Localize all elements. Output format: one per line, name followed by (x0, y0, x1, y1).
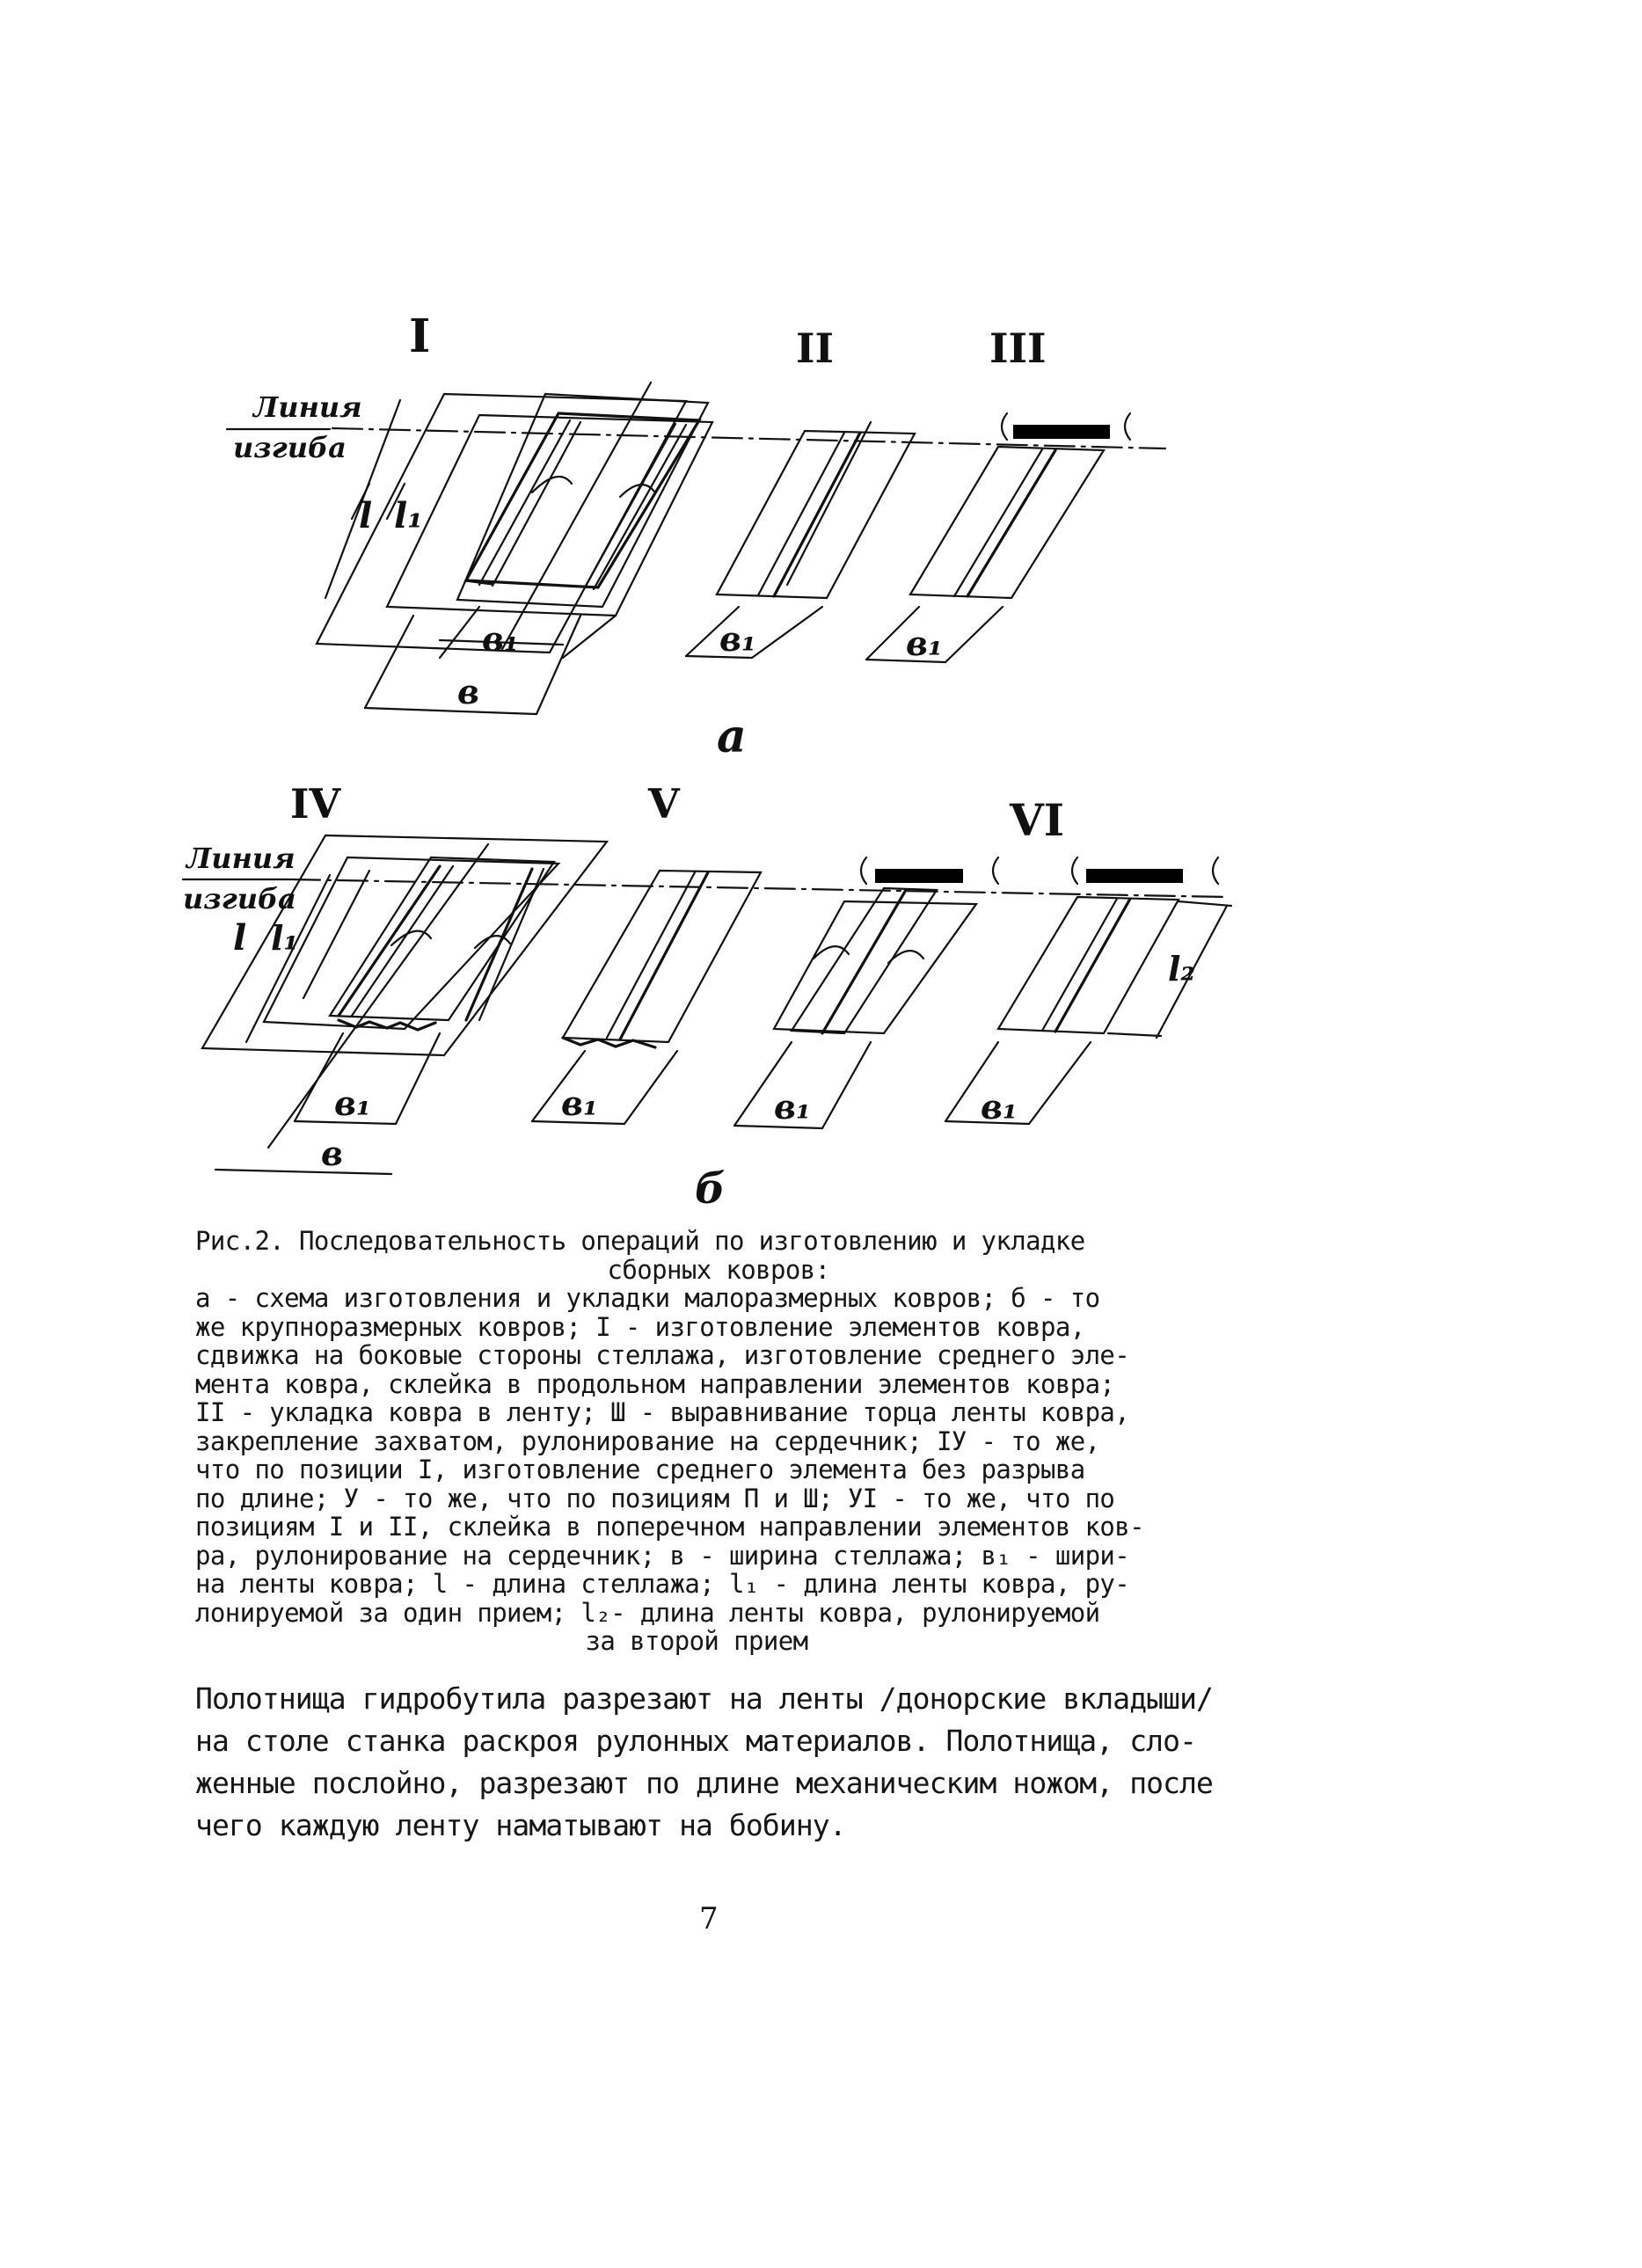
dim-b1-VI-a: в₁ (774, 1087, 811, 1127)
caption-title-cont: сборных ковров: (607, 1254, 830, 1285)
scheme-VI-b (945, 857, 1231, 1124)
dim-b-I: в (457, 672, 479, 711)
paragraph-line: на столе станка раскроя рулонных материалов. Полотнища, сло- (195, 1724, 1197, 1758)
dim-b1-V: в₁ (561, 1083, 598, 1123)
part-label-b: б (695, 1164, 726, 1214)
caption-line: мента ковра, склейка в продольном направлении элементов ковра; (195, 1368, 1115, 1399)
page-number: 7 (699, 1901, 719, 1936)
paragraph-line: Полотнища гидробутила разрезают на ленты /донорские вкладыши/ (195, 1681, 1214, 1716)
dim-l-IV: l (233, 917, 247, 959)
paragraph-line: чего каждую ленту наматывают на бобину. (195, 1808, 846, 1842)
bend-line-label-a-2: изгиба (233, 431, 347, 464)
caption-line: II - укладка ковра в ленту; Ш - выравнивание торца ленты ковра, (195, 1397, 1130, 1427)
bend-line-label-b-1: Линия (186, 842, 296, 875)
position-label-III: III (989, 325, 1047, 372)
dim-l1-I: l₁ (394, 495, 423, 536)
dim-l2-VI: l₂ (1168, 949, 1196, 988)
dim-l1-IV: l₁ (271, 918, 299, 958)
body-paragraph (195, 1678, 1295, 1847)
caption-line: по длине; У - то же, что по позициям П и Ш; УI - то же, что по (195, 1483, 1115, 1513)
dim-b-IV: в (321, 1134, 343, 1173)
caption-line: на ленты ковра; l - длина стеллажа; l₁ - длина ленты ковра, ру- (195, 1569, 1130, 1599)
caption-title: Рис.2. Последовательность операций по изготовлению и укладке (195, 1226, 1085, 1256)
position-label-II: II (796, 325, 835, 372)
bend-line-label-b-2: изгиба (183, 882, 296, 915)
dim-b1-II: в₁ (719, 619, 756, 659)
caption-line: позициям I и II, склейка в поперечном направлении элементов ков- (195, 1512, 1145, 1542)
dim-b1-III: в₁ (906, 624, 943, 663)
caption-line: лонируемой за один прием; l₂- длина ленты ковра, рулонируемой (195, 1597, 1100, 1628)
position-label-I: I (409, 310, 431, 363)
caption-line: ра, рулонирование на сердечник; в - ширина стеллажа; в₁ - шири- (195, 1540, 1130, 1571)
part-label-a: а (717, 710, 747, 763)
caption-line: а - схема изготовления и укладки малоразмерных ковров; б - то (195, 1283, 1100, 1313)
paragraph-line: женные послойно, разрезают по длине механическим ножом, после (195, 1766, 1214, 1800)
caption-line: сдвижка на боковые стороны стеллажа, изготовление среднего эле- (195, 1340, 1130, 1370)
position-label-VI: VI (1010, 794, 1065, 846)
position-label-V: V (648, 780, 680, 828)
dim-b1-VI-b: в₁ (981, 1087, 1018, 1127)
position-label-IV: IV (290, 780, 341, 828)
caption-line: же крупноразмерных ковров; I - изготовление элементов ковра, (195, 1311, 1085, 1342)
bend-line-label-a-1: Линия (253, 390, 362, 424)
caption-line: что по позиции I, изготовление среднего элемента без разрыва (195, 1455, 1085, 1484)
caption-line: закрепление захватом, рулонирование на сердечник; IУ - то же, (195, 1426, 1100, 1456)
figure-caption (195, 1227, 1303, 1656)
caption-tail: за второй прием (585, 1626, 808, 1656)
dim-b1-IV: в₁ (334, 1083, 371, 1123)
dim-b1-I: в₁ (482, 619, 519, 659)
dim-l-I: l (359, 495, 373, 536)
